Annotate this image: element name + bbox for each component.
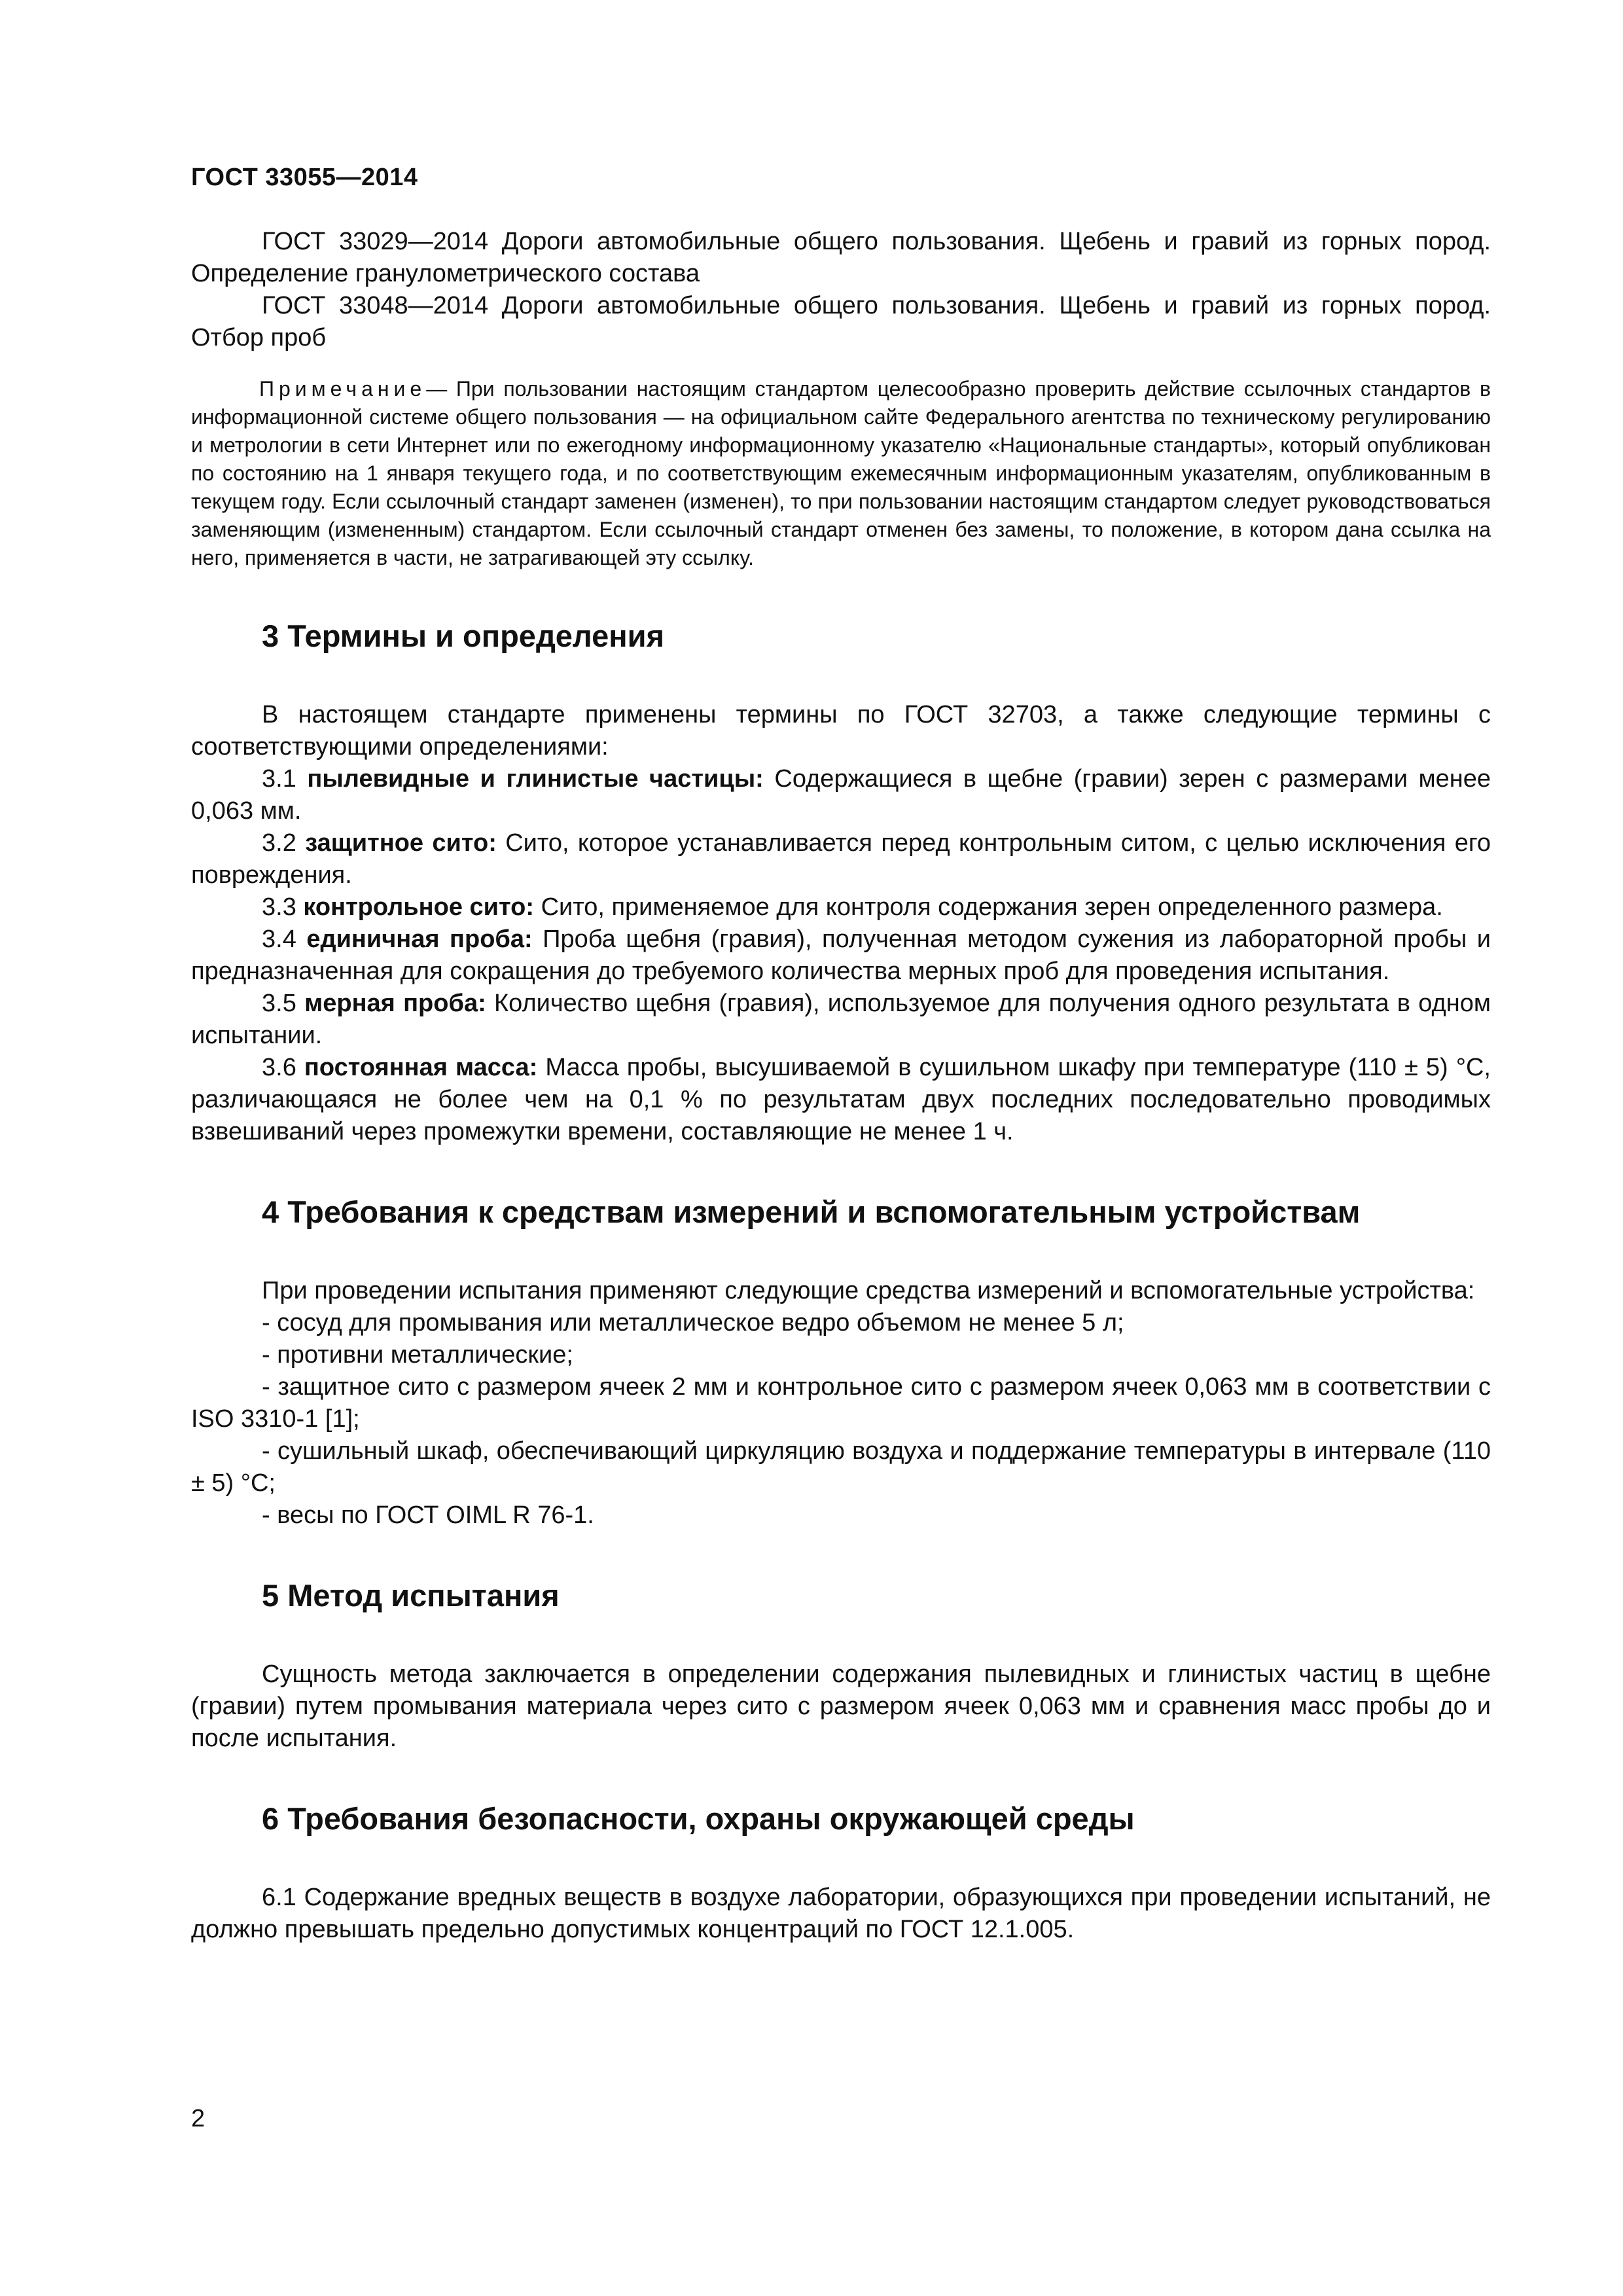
term-definition [191,763,1491,827]
note-label: Примечание [259,377,427,401]
term-name: защитное сито: [305,829,497,857]
term-definition [191,827,1491,891]
document-body [191,226,1491,1946]
list-item: - защитное сито с размером ячеек 2 мм и контрольное сито с размером ячеек 0,063 мм в соответствии с ISO 3310-1 [1]; [191,1373,1491,1433]
term-name: пылевидные и глинистые частицы: [307,765,764,793]
term-text: Проба щебня (гравия), полученная методом сужения из лабораторной пробы и предназначенная для сокращения до требуемого количества мерных проб для проведения испытания. [191,925,1491,985]
term-number: 3.4 [262,925,296,953]
section-5-text: Сущность метода заключается в определении содержания пылевидных и глинистых частиц в щебне (гравии) путем промывания материала через сито с размером ячеек 0,063 мм и сравнения масс пробы до и после испытания. [191,1660,1491,1752]
note-paragraph [191,375,1491,572]
section-3-heading: 3 Термины и определения [262,619,664,653]
section-5-heading: 5 Метод испытания [262,1578,560,1613]
term-text: Содержащиеся в щебне (гравии) зерен с размерами менее 0,063 мм. [191,765,1491,825]
list-item: - весы по ГОСТ OIML R 76-1. [262,1501,594,1529]
term-number: 3.1 [262,765,296,793]
section-6-text: 6.1 Содержание вредных веществ в воздухе лаборатории, образующихся при проведении испытаний, не должно превышать предельно допустимых концентраций по ГОСТ 12.1.005. [191,1884,1491,1943]
term-text: Количество щебня (гравия), используемое для получения одного результата в одном испытании. [191,990,1491,1049]
term-number: 3.6 [262,1054,296,1081]
reference-entry: ГОСТ 33048—2014 Дороги автомобильные общего пользования. Щебень и гравий из горных пород. Отбор проб [191,292,1491,351]
term-definition [191,891,1491,924]
page-number: 2 [191,2105,205,2132]
list-item: - противни металлические; [262,1341,573,1369]
term-number: 3.2 [262,829,296,857]
term-text: Сито, применяемое для контроля содержания зерен определенного размера. [541,893,1443,921]
section-3-intro: В настоящем стандарте применены термины по ГОСТ 32703, а также следующие термины с соответствующими определениями: [191,701,1491,761]
term-number: 3.5 [262,990,296,1017]
term-definition [191,1052,1491,1148]
document-header: ГОСТ 33055—2014 [191,164,418,191]
list-item: - сосуд для промывания или металлическое ведро объемом не менее 5 л; [262,1309,1124,1336]
list-item: - сушильный шкаф, обеспечивающий циркуляцию воздуха и поддержание температуры в интервале (110 ± 5) °С; [191,1437,1491,1497]
term-name: контрольное сито: [303,893,534,921]
term-name: постоянная масса: [304,1054,538,1081]
term-name: единичная проба: [306,925,533,953]
note-text: — При пользовании настоящим стандартом целесообразно проверить действие ссылочных стандартов в информационной системе общего пользования — на официальном сайте Федерального агентства по техническому регулированию и метрологии в сети Интернет или по ежегодному информационному указателю «Национальные стандарты», который опубликован по состоянию на 1 января текущего года, и по соответствующим ежемесячным информационным указателям, опубликованным в текущем году. Если ссылочный стандарт заменен (изменен), то при пользовании настоящим стандартом следует руководствоваться заменяющим (измененным) стандартом. Если ссылочный стандарт отменен без замены, то положение, в котором дана ссылка на него, применяется в части, не затрагивающей эту ссылку. [191,377,1491,569]
section-4-heading: 4 Требования к средствам измерений и вспомогательным устройствам [262,1194,1361,1229]
term-name: мерная проба: [304,990,486,1017]
reference-entry: ГОСТ 33029—2014 Дороги автомобильные общего пользования. Щебень и гравий из горных пород. Определение гранулометрического состава [191,228,1491,287]
term-text: Сито, которое устанавливается перед контрольным ситом, с целью исключения его повреждения. [191,829,1491,889]
term-text: Масса пробы, высушиваемой в сушильном шкафу при температуре (110 ± 5) °С, различающаяся не более чем на 0,1 % по результатам двух последних последовательно проводимых взвешиваний через промежутки времени, составляющие не менее 1 ч. [191,1054,1491,1145]
term-definition [191,988,1491,1052]
section-4-intro: При проведении испытания применяют следующие средства измерений и вспомогательные устройства: [262,1277,1475,1304]
term-definition [191,924,1491,988]
term-number: 3.3 [262,893,296,921]
section-6-heading: 6 Требования безопасности, охраны окружающей среды [262,1801,1135,1836]
